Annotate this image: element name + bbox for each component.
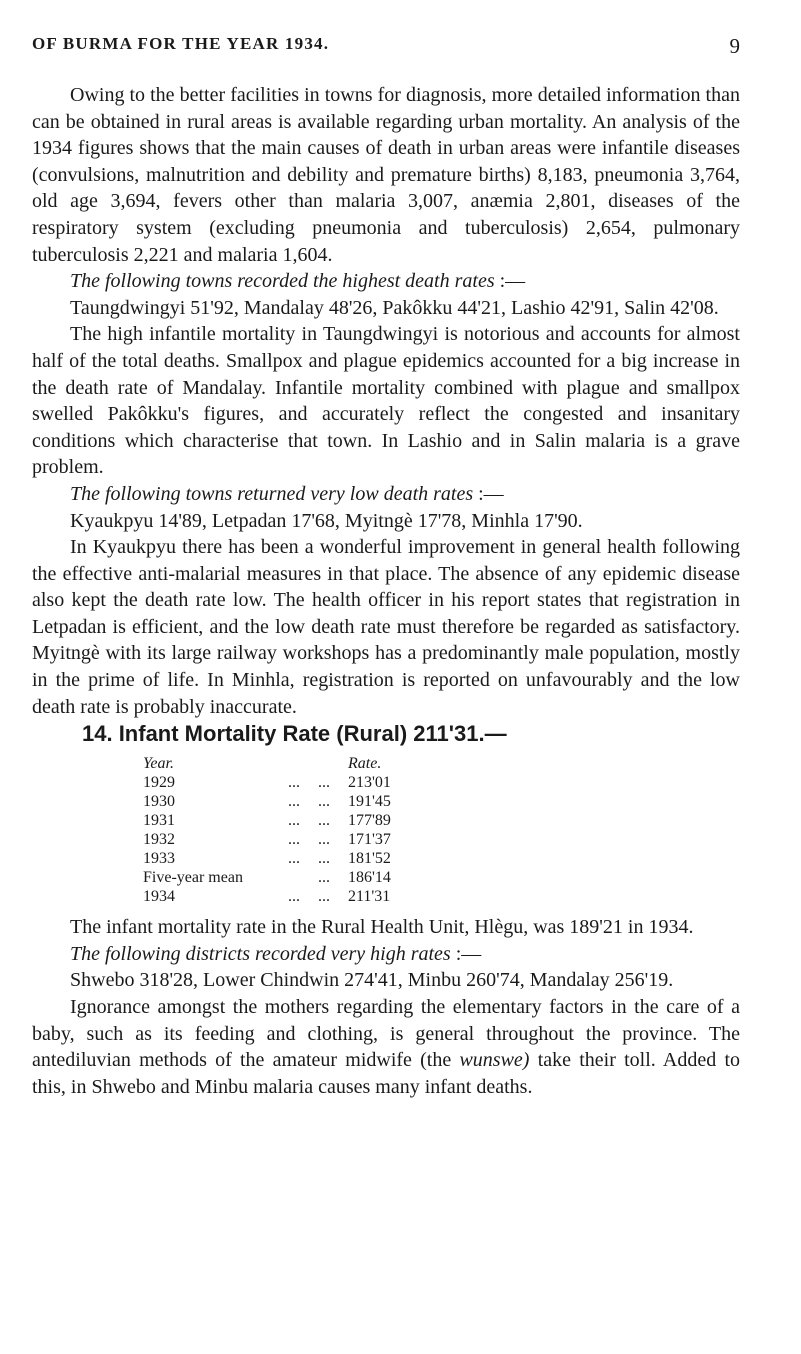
row-leader: ... [318, 831, 330, 849]
row-leader: ... [318, 774, 330, 792]
row-rate: 186'14 [348, 869, 391, 887]
table-row [143, 830, 418, 849]
row-dots [288, 868, 318, 887]
heading-suffix: :— [450, 942, 482, 965]
table-row [143, 849, 418, 868]
page-number: 9 [729, 34, 740, 58]
row-dots: ... [288, 831, 300, 849]
ignorance-text-b: take their toll. Added to this, in Shwebo and Minbu malaria causes many infant deaths. [32, 1049, 741, 1098]
table-header-row [143, 754, 418, 773]
highest-death-rates-list: Taungdwingyi 51'92, Mandalay 48'26, Pakôkku 44'21, Lashio 42'91, Salin 42'08. [70, 296, 719, 319]
paragraph-ignorance [32, 994, 740, 1100]
high-rate-districts-label: The following districts recorded very high rates [70, 942, 451, 965]
paragraph-high-mortality: The high infantile mortality in Taungdwingyi is notorious and accounts for almost half of the total deaths. Smallpox and plague epidemics accounted for a big increase in the death rate of Mandalay. Infantile mortality combined with plague and smallpox swelled Pakôkku's figures, and accurately reflect the congested and insanitary conditions which characterise that town. In Lashio and in Salin malaria is a grave problem. [32, 323, 740, 479]
paragraph-rural-health-unit: The infant mortality rate in the Rural Health Unit, Hlègu, was 189'21 in 1934. [70, 916, 694, 939]
high-rate-districts-list: Shwebo 318'28, Lower Chindwin 274'41, Minbu 260'74, Mandalay 256'19. [70, 969, 674, 992]
high-rate-districts-heading [32, 941, 740, 968]
row-year: Five-year mean [143, 869, 243, 887]
body-text [32, 82, 740, 1100]
column-header-rate: Rate. [348, 755, 382, 773]
row-year: 1931 [143, 812, 175, 830]
table-row [143, 887, 418, 906]
row-leader: ... [318, 850, 330, 868]
row-year: 1930 [143, 793, 175, 811]
row-rate: 191'45 [348, 793, 391, 811]
low-death-rates-heading [32, 481, 740, 508]
row-rate: 177'89 [348, 812, 391, 830]
highest-death-rates-heading [32, 268, 740, 295]
row-dots: ... [288, 774, 300, 792]
table-row [143, 792, 418, 811]
row-leader: ... [318, 793, 330, 811]
paragraph-low-mortality: In Kyaukpyu there has been a wonderful improvement in general health following the effective anti-malarial measures in that place. The absence of any epidemic disease also kept the death rate low. The health officer in his report states that registration in Letpadan is efficient, and the low death rate must therefore be regarded as satisfactory. Myitngè with its large railway workshops has a predominantly male population, mostly in the prime of life. In Minhla, registration is reported on unfavourably and the low death rate is probably inaccurate. [32, 536, 740, 718]
wunswe-term: wunswe) [459, 1049, 530, 1072]
highest-death-rates-label: The following towns recorded the highest death rates [70, 270, 495, 293]
row-leader: ... [318, 869, 330, 887]
row-year: 1932 [143, 831, 175, 849]
paragraph-urban-mortality: Owing to the better facilities in towns for diagnosis, more detailed information than can be obtained in rural areas is available regarding urban mortality. An analysis of the 1934 figures shows that the main causes of death in urban areas were infantile diseases (convulsions, malnutrition and debility and premature births) 8,183, pneumonia 3,764, old age 3,694, fevers other than malaria 3,007, anæmia 2,801, diseases of the respiratory system (excluding pneumonia and tuberculosis) 2,654, pulmonary tuberculosis 2,221 and malaria 1,604. [32, 84, 740, 266]
row-dots: ... [288, 812, 300, 830]
row-rate: 181'52 [348, 850, 391, 868]
row-dots: ... [288, 850, 300, 868]
ignorance-text-a: Ignorance amongst the mothers regarding the elementary factors in the care of a baby, such as its feeding and clothing, is general throughout the province. The antediluvian methods of the amateur midwife (the [32, 996, 740, 1072]
row-rate: 213'01 [348, 774, 391, 792]
section-heading: 14. Infant Mortality Rate (Rural) 211'31.— [82, 721, 507, 747]
row-rate: 211'31 [348, 888, 391, 906]
column-header-year: Year. [143, 755, 174, 773]
row-dots: ... [288, 793, 300, 811]
row-rate: 171'37 [348, 831, 391, 849]
row-leader: ... [318, 812, 330, 830]
table-row [143, 773, 418, 792]
row-leader: ... [318, 888, 330, 906]
row-year: 1929 [143, 774, 175, 792]
heading-suffix: :— [494, 270, 526, 293]
row-dots: ... [288, 888, 300, 906]
low-death-rates-list: Kyaukpyu 14'89, Letpadan 17'68, Myitngè 17'78, Minhla 17'90. [70, 509, 583, 532]
row-year: 1934 [143, 888, 175, 906]
table-row [143, 811, 418, 830]
low-death-rates-label: The following towns returned very low death rates [70, 482, 474, 505]
infant-mortality-table [143, 754, 418, 906]
running-header [32, 34, 740, 62]
heading-suffix: :— [473, 482, 504, 505]
row-year: 1933 [143, 850, 175, 868]
header-title: OF BURMA FOR THE YEAR 1934. [32, 34, 330, 53]
table-row [143, 868, 418, 887]
